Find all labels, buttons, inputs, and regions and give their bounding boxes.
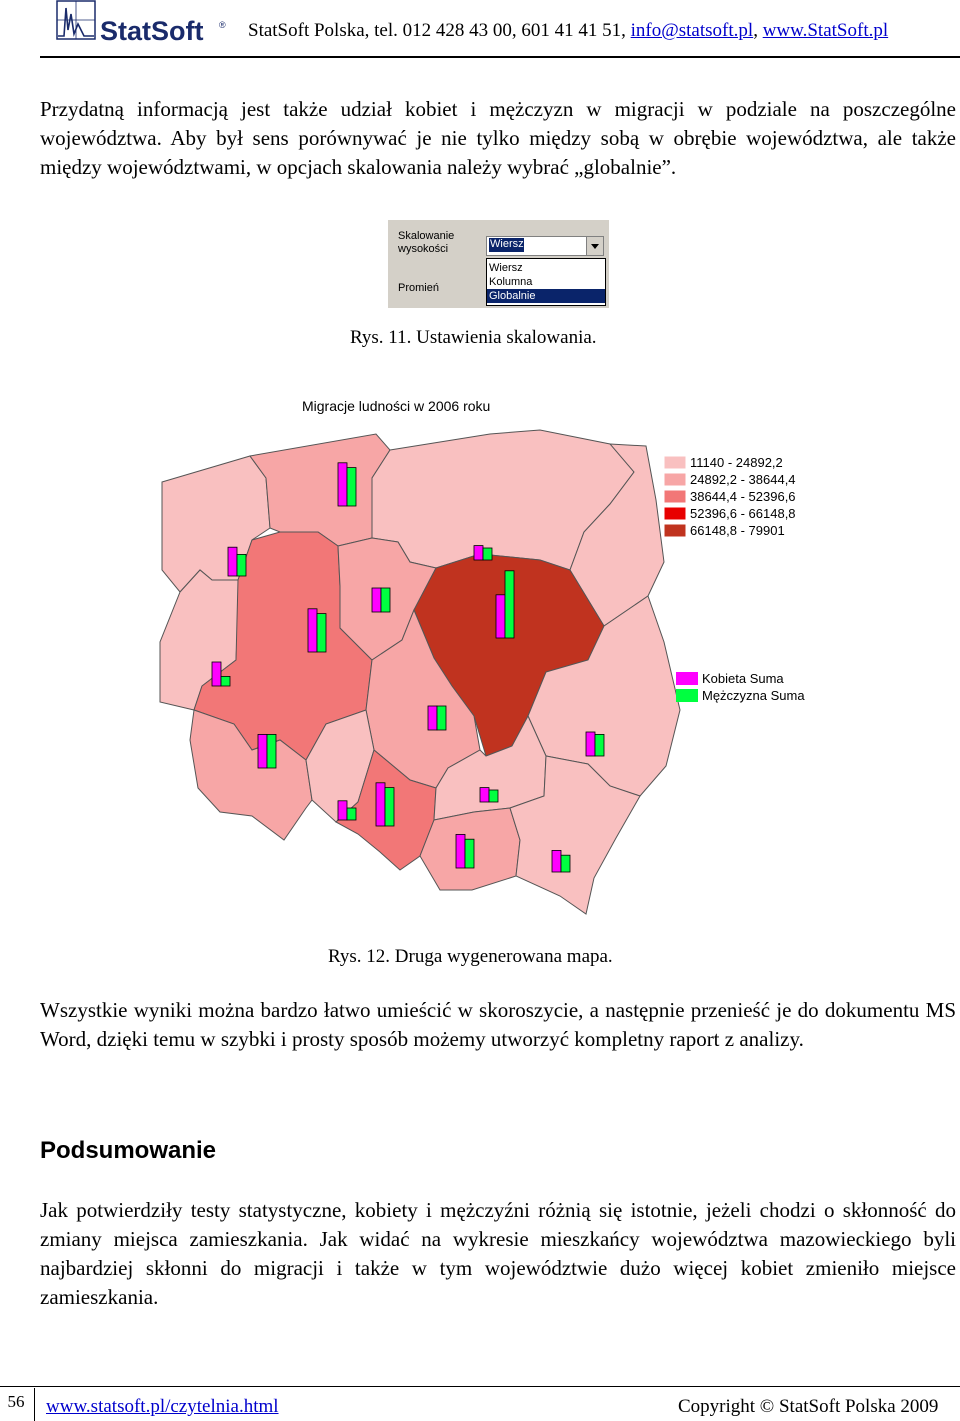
scaling-dialog xyxy=(388,220,609,308)
option-wiersz[interactable]: Wiersz xyxy=(489,262,523,274)
bar-kobieta-14 xyxy=(552,850,561,872)
map-svg xyxy=(140,420,960,930)
chevron-down-icon[interactable] xyxy=(586,237,603,255)
bar-kobieta-2 xyxy=(474,546,483,560)
header-contact xyxy=(248,20,888,42)
contact-text: StatSoft Polska, tel. 012 428 43 00, 601 41 41 51, xyxy=(248,20,631,41)
bar-kobieta-9 xyxy=(258,734,267,768)
bar-kobieta-1 xyxy=(228,547,237,576)
scaling-dropdown-list xyxy=(486,258,606,306)
bar-kobieta-4 xyxy=(308,609,317,652)
logo-registered-mark: ® xyxy=(219,20,226,30)
bar-kobieta-8 xyxy=(586,732,595,756)
bar-kobieta-5 xyxy=(496,595,505,638)
legend-swatch-0 xyxy=(664,456,686,469)
option-globalnie[interactable]: Globalnie xyxy=(487,289,605,303)
figure-11-caption: Rys. 11. Ustawienia skalowania. xyxy=(350,327,597,348)
scaling-select-value: Wiersz xyxy=(490,238,524,250)
figure-12-caption: Rys. 12. Druga wygenerowana mapa. xyxy=(328,946,613,967)
legend-swatch-1 xyxy=(664,473,686,486)
legend-series-swatch-1 xyxy=(676,689,698,702)
map-range-legend xyxy=(664,455,796,538)
bar-mezczyzna-1 xyxy=(237,554,246,576)
website-link[interactable]: www.StatSoft.pl xyxy=(762,20,889,41)
bar-mezczyzna-4 xyxy=(317,614,326,652)
footer-divider xyxy=(0,1386,960,1387)
bar-kobieta-13 xyxy=(456,834,465,868)
bar-mezczyzna-0 xyxy=(347,468,356,506)
poland-migration-map xyxy=(140,420,960,930)
map-title: Migracje ludności w 2006 roku xyxy=(302,398,491,414)
bar-mezczyzna-11 xyxy=(347,808,356,820)
legend-swatch-2 xyxy=(664,490,686,503)
bar-mezczyzna-6 xyxy=(221,676,230,686)
email-link[interactable]: info@statsoft.pl xyxy=(630,20,754,41)
page-number: 56 xyxy=(7,1392,25,1411)
page-header xyxy=(0,0,960,62)
legend-range-label-3: 52396,6 - 66148,8 xyxy=(690,506,796,521)
bar-kobieta-7 xyxy=(428,706,437,730)
map-series-legend xyxy=(676,671,805,703)
logo-text: StatSoft xyxy=(100,16,204,46)
legend-series-swatch-0 xyxy=(676,672,698,685)
bar-mezczyzna-8 xyxy=(595,734,604,756)
paragraph-summary: Jak potwierdziły testy statystyczne, kobiety i mężczyźni różnią się istotnie, jeżeli chodzi o skłonność do zmiany miejsca zamieszkania. Jak widać na wykresie mieszkańcy województwa mazowieckiego byli najbardziej skłonni do migracji i także w tym województwie dużo więcej kobiet zmieniło miejsce zamieszkania. xyxy=(40,1198,956,1309)
bar-kobieta-11 xyxy=(338,801,347,820)
bar-mezczyzna-2 xyxy=(483,548,492,560)
legend-range-label-4: 66148,8 - 79901 xyxy=(690,523,785,538)
scaling-select[interactable] xyxy=(486,236,604,256)
section-heading: Podsumowanie xyxy=(40,1137,217,1164)
region-pomorskie xyxy=(250,434,390,546)
bar-kobieta-12 xyxy=(376,783,385,826)
header-divider xyxy=(40,56,960,58)
option-kolumna[interactable]: Kolumna xyxy=(489,276,533,288)
bar-mezczyzna-9 xyxy=(267,734,276,768)
statsoft-logo-icon xyxy=(56,0,96,40)
bar-mezczyzna-14 xyxy=(561,855,570,872)
legend-range-label-0: 11140 - 24892,2 xyxy=(690,455,783,470)
legend-series-label-0: Kobieta Suma xyxy=(702,671,784,686)
footer-page-separator xyxy=(34,1388,35,1421)
footer-copyright: Copyright © StatSoft Polska 2009 xyxy=(678,1396,939,1417)
bar-mezczyzna-10 xyxy=(489,790,498,802)
legend-range-label-2: 38644,4 - 52396,6 xyxy=(690,489,796,504)
bar-mezczyzna-13 xyxy=(465,839,474,868)
legend-swatch-4 xyxy=(664,524,686,537)
bar-kobieta-10 xyxy=(480,788,489,802)
scaling-label: Skalowanie wysokości xyxy=(398,230,455,255)
bar-mezczyzna-7 xyxy=(437,706,446,730)
legend-series-label-1: Mężczyzna Suma xyxy=(702,688,805,703)
bar-kobieta-6 xyxy=(212,662,221,686)
paragraph-intro: Przydatną informacją jest także udział kobiet i mężczyzn w migracji w podziale na poszczególne województwa. Aby był sens porównywać je nie tylko między sobą w obrębie województwa, ale także między województwami, w opcjach skalowania należy wybrać „globalnie”. xyxy=(40,97,956,179)
legend-range-label-1: 24892,2 - 38644,4 xyxy=(690,472,796,487)
radius-label: Promień xyxy=(398,282,439,294)
bar-mezczyzna-3 xyxy=(381,588,390,612)
footer-link[interactable]: www.statsoft.pl/czytelnia.html xyxy=(46,1396,279,1417)
bar-mezczyzna-12 xyxy=(385,788,394,826)
legend-swatch-3 xyxy=(664,507,686,520)
bar-kobieta-3 xyxy=(372,588,381,612)
contact-separator: , xyxy=(753,20,763,41)
paragraph-export: Wszystkie wyniki można bardzo łatwo umieścić w skoroszycie, a następnie przenieść je do dokumentu MS Word, dzięki temu w szybki i prosty sposób możemy utworzyć kompletny raport z analizy. xyxy=(40,998,956,1051)
bar-mezczyzna-5 xyxy=(505,571,514,638)
bar-kobieta-0 xyxy=(338,463,347,506)
